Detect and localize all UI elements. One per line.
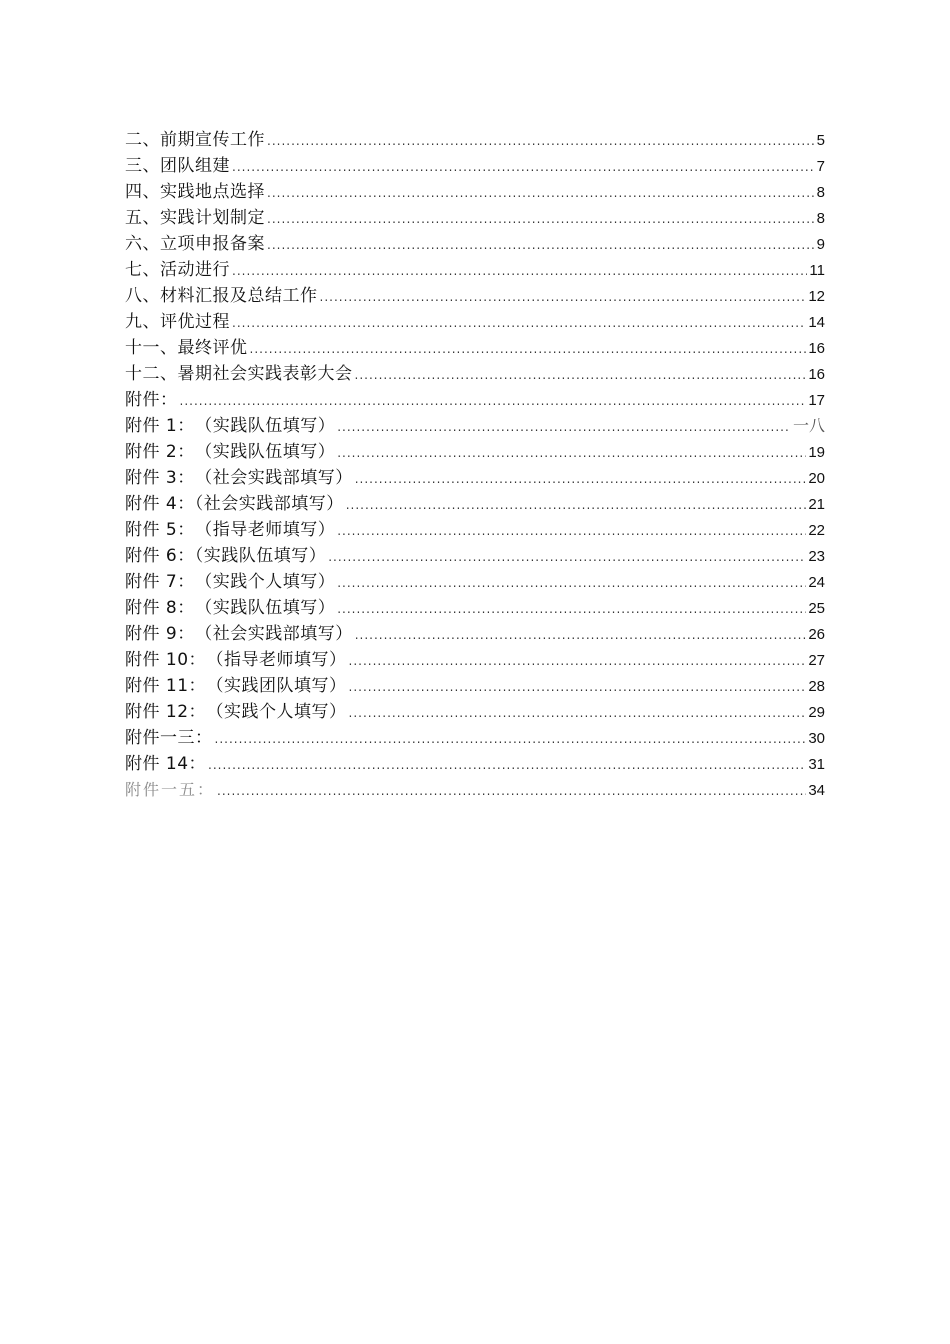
toc-entry-title: 六、立项申报备案 [125, 234, 265, 254]
toc-entry-page: 34 [808, 782, 825, 799]
dot-leader [232, 258, 807, 284]
toc-entry-page: 11 [809, 262, 825, 279]
toc-entry[interactable] [125, 491, 825, 517]
toc-entry-title: 附件 1： （实践队伍填写） [125, 416, 336, 436]
toc-entry-title: 七、活动进行 [125, 260, 230, 280]
toc-entry[interactable] [125, 699, 825, 725]
toc-entry[interactable] [125, 257, 825, 283]
dot-leader [320, 284, 807, 310]
toc-entry-title: 五、实践计划制定 [125, 208, 265, 228]
dot-leader [217, 778, 806, 804]
toc-entry[interactable] [125, 335, 825, 361]
toc-entry-page: 9 [816, 236, 825, 253]
toc-entry-title: 附件 3： （社会实践部填写） [125, 468, 353, 488]
toc-entry-page: 12 [808, 288, 825, 305]
toc-entry-page: 28 [808, 678, 825, 695]
toc-entry[interactable] [125, 205, 825, 231]
toc-entry-title: 附件 12： （实践个人填写） [125, 702, 347, 722]
toc-entry[interactable] [125, 231, 825, 257]
toc-entry-page: 31 [808, 756, 825, 773]
toc-entry[interactable] [125, 777, 825, 803]
dot-leader [250, 336, 807, 362]
toc-entry-page: 22 [808, 522, 825, 539]
toc-entry[interactable] [125, 621, 825, 647]
dot-leader [355, 466, 807, 492]
toc-entry-title: 附件 5： （指导老师填写） [125, 520, 336, 540]
toc-entry[interactable] [125, 595, 825, 621]
toc-entry-title: 十二、暑期社会实践表彰大会 [125, 364, 353, 384]
toc-entry-page: 24 [808, 574, 825, 591]
toc-entry[interactable] [125, 517, 825, 543]
dot-leader [355, 622, 807, 648]
toc-entry-page: 27 [808, 652, 825, 669]
toc-entry[interactable] [125, 179, 825, 205]
toc-entry-title: 附件 6：（实践队伍填写） [125, 546, 327, 566]
toc-entry-title: 二、前期宣传工作 [125, 130, 265, 150]
toc-entry-page: 一八 [792, 416, 825, 435]
toc-entry-title: 三、团队组建 [125, 156, 230, 176]
dot-leader [355, 362, 807, 388]
toc-entry[interactable] [125, 127, 825, 153]
toc-entry[interactable] [125, 751, 825, 777]
toc-entry[interactable] [125, 673, 825, 699]
toc-entry-page: 25 [808, 600, 825, 617]
toc-entry-title: 附件 11： （实践团队填写） [125, 676, 347, 696]
dot-leader [337, 596, 806, 622]
dot-leader [267, 128, 815, 154]
toc-entry-page: 8 [816, 184, 825, 201]
dot-leader [337, 518, 806, 544]
toc-entry-title: 四、实践地点选择 [125, 182, 265, 202]
toc-entry[interactable] [125, 413, 825, 439]
toc-entry-page: 14 [808, 314, 825, 331]
toc-entry[interactable] [125, 725, 825, 751]
toc-entry-title: 附件一三： [125, 728, 213, 748]
toc-entry-title: 附件 2： （实践队伍填写） [125, 442, 336, 462]
toc-entry-title: 附件 9： （社会实践部填写） [125, 624, 353, 644]
toc-entry-title: 八、材料汇报及总结工作 [125, 286, 318, 306]
dot-leader [208, 752, 806, 778]
toc-entry-page: 23 [808, 548, 825, 565]
toc-entry[interactable] [125, 283, 825, 309]
dot-leader [232, 154, 815, 180]
toc-entry-page: 26 [808, 626, 825, 643]
toc-entry-page: 17 [808, 392, 825, 409]
toc-entry-page: 19 [808, 444, 825, 461]
toc-entry-title: 附件 8： （实践队伍填写） [125, 598, 336, 618]
dot-leader [180, 388, 807, 414]
dot-leader [267, 232, 815, 258]
toc-entry[interactable] [125, 465, 825, 491]
dot-leader [328, 544, 806, 570]
toc-entry-title: 附件 4：（社会实践部填写） [125, 494, 344, 514]
toc-entry[interactable] [125, 309, 825, 335]
toc-entry[interactable] [125, 569, 825, 595]
toc-entry-page: 16 [808, 366, 825, 383]
toc-entry-page: 16 [808, 340, 825, 357]
toc-entry[interactable] [125, 647, 825, 673]
toc-entry[interactable] [125, 439, 825, 465]
dot-leader [349, 700, 807, 726]
toc-entry-title: 附件 10： （指导老师填写） [125, 650, 347, 670]
table-of-contents [125, 127, 825, 803]
toc-entry-title: 九、评优过程 [125, 312, 230, 332]
toc-entry-page: 30 [808, 730, 825, 747]
toc-entry[interactable] [125, 361, 825, 387]
toc-entry-page: 20 [808, 470, 825, 487]
toc-entry-title: 附件： [125, 390, 178, 410]
dot-leader [337, 414, 791, 440]
toc-entry[interactable] [125, 543, 825, 569]
dot-leader [232, 310, 806, 336]
dot-leader [349, 674, 807, 700]
toc-entry[interactable] [125, 387, 825, 413]
dot-leader [215, 726, 807, 752]
dot-leader [349, 648, 807, 674]
dot-leader [337, 440, 806, 466]
toc-entry-title: 附件 7： （实践个人填写） [125, 572, 336, 592]
dot-leader [337, 570, 806, 596]
toc-entry[interactable] [125, 153, 825, 179]
dot-leader [267, 180, 815, 206]
toc-entry-page: 8 [816, 210, 825, 227]
toc-entry-page: 29 [808, 704, 825, 721]
toc-entry-page: 21 [808, 496, 825, 513]
toc-entry-title: 十一、最终评优 [125, 338, 248, 358]
toc-entry-page: 5 [816, 132, 825, 149]
toc-entry-title: 附件一五： [125, 780, 216, 799]
dot-leader [346, 492, 807, 518]
dot-leader [267, 206, 815, 232]
toc-entry-title: 附件 14： [125, 754, 207, 774]
toc-entry-page: 7 [816, 158, 825, 175]
